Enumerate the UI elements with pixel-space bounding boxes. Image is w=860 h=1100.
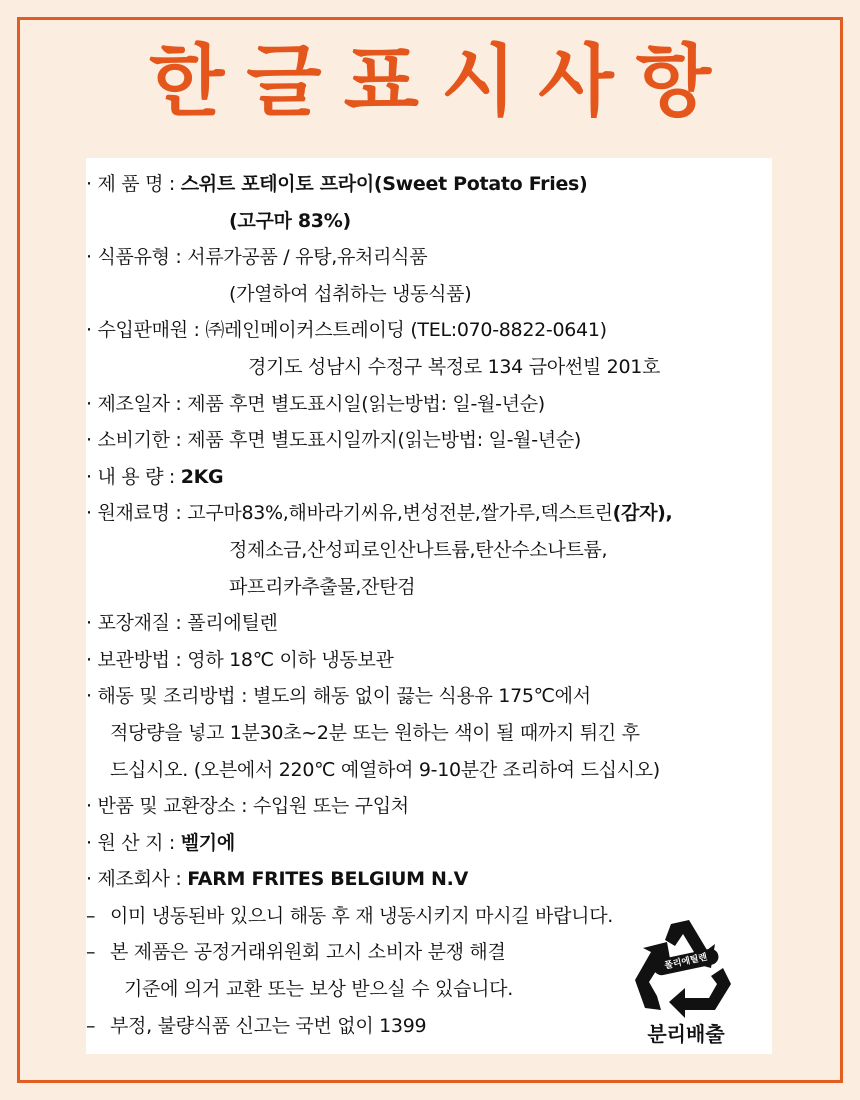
importer-row-2 — [86, 349, 772, 386]
food-type-value: 서류가공품 / 유탕,유처리식품 — [187, 246, 428, 269]
ingredients-row — [86, 495, 772, 532]
packaging-label: · 포장재질 : — [86, 612, 182, 635]
manufacture-date-row — [86, 386, 772, 423]
product-name-value-2: (고구마 83%) — [229, 209, 351, 232]
note-text-3: 부정, 불량식품 신고는 국번 없이 1399 — [110, 1014, 427, 1037]
ingredients-row-2 — [86, 532, 772, 569]
expiry-date-row — [86, 422, 772, 459]
recycle-mark — [631, 910, 741, 1050]
storage-value: 영하 18℃ 이하 냉동보관 — [187, 648, 394, 671]
expiry-date-label: · 소비기한 : — [86, 429, 182, 452]
product-name-row-2 — [86, 203, 772, 240]
importer-label: · 수입판매원 : — [86, 319, 200, 342]
product-name-label: · 제 품 명 : — [86, 173, 175, 195]
exchange-row — [86, 788, 772, 825]
origin-label: · 원 산 지 : — [86, 831, 175, 854]
cooking-row-3 — [86, 752, 772, 789]
food-type-value-2: (가열하여 섭취하는 냉동식품) — [229, 282, 472, 305]
importer-address: 경기도 성남시 수정구 복정로 134 금아썬빌 201호 — [248, 355, 661, 378]
page-title: 한글표시사항 — [148, 37, 734, 127]
cooking-row — [86, 678, 772, 715]
cooking-value-3: 드십시오. (오븐에서 220℃ 예열하여 9-10분간 조리하여 드십시오) — [110, 758, 660, 781]
manufacture-date-label: · 제조일자 : — [86, 392, 182, 415]
manufacturer-row — [86, 861, 772, 898]
origin-value: 벨기에 — [180, 831, 235, 854]
net-content-value: 2KG — [180, 465, 224, 488]
manufacturer-value: FARM FRITES BELGIUM N.V — [187, 868, 468, 891]
cooking-value: 별도의 해동 없이 끓는 식용유 175℃에서 — [252, 685, 591, 708]
note-dash: – — [86, 904, 96, 927]
ingredients-value-3: 파프리카추출물,잔탄검 — [229, 575, 416, 598]
storage-row — [86, 642, 772, 679]
food-type-row-2 — [86, 276, 772, 313]
storage-label: · 보관방법 : — [86, 648, 182, 671]
cooking-label: · 해동 및 조리방법 : — [86, 685, 248, 708]
packaging-row — [86, 605, 772, 642]
ingredients-label: · 원재료명 : — [86, 502, 182, 525]
ingredients-value: 고구마83%,해바라기씨유,변성전분,쌀가루,덱스트린 — [187, 502, 613, 525]
food-type-label: · 식품유형 : — [86, 246, 182, 269]
cooking-value-2: 적당량을 넣고 1분30초~2분 또는 원하는 색이 될 때까지 튀긴 후 — [110, 721, 640, 744]
note-text-2: 본 제품은 공정거래위원회 고시 소비자 분쟁 해결 — [110, 941, 506, 964]
packaging-value: 폴리에틸렌 — [187, 612, 278, 635]
note-text-2b: 기준에 의거 교환 또는 보상 받으실 수 있습니다. — [124, 978, 513, 1001]
product-name-row — [86, 166, 772, 203]
food-type-row — [86, 239, 772, 276]
manufacturer-label: · 제조회사 : — [86, 868, 182, 891]
expiry-date-value: 제품 후면 별도표시일까지(읽는방법: 일-월-년순) — [187, 429, 581, 452]
recycle-caption: 분리배출 — [647, 1022, 725, 1046]
exchange-value: 수입원 또는 구입처 — [252, 795, 409, 818]
recycle-material-label: 폴리에틸렌 — [652, 947, 720, 976]
note-dash: – — [86, 1014, 96, 1037]
manufacture-date-value: 제품 후면 별도표시일(읽는방법: 일-월-년순) — [187, 392, 545, 415]
note-dash: – — [86, 941, 96, 964]
importer-row — [86, 312, 772, 349]
ingredients-value-2: 정제소금,산성피로인산나트륨,탄산수소나트륨, — [229, 538, 608, 561]
product-name-value: 스위트 포테이토 프라이(Sweet Potato Fries) — [180, 173, 588, 195]
cooking-row-2 — [86, 715, 772, 752]
origin-row — [86, 825, 772, 862]
nutrition-label-card — [86, 158, 772, 1054]
net-content-label: · 내 용 량 : — [86, 465, 175, 488]
note-text-1: 이미 냉동된바 있으니 해동 후 재 냉동시키지 마시길 바랍니다. — [110, 904, 614, 927]
exchange-label: · 반품 및 교환장소 : — [86, 795, 248, 818]
ingredients-allergen: (감자), — [612, 502, 673, 525]
ingredients-row-3 — [86, 569, 772, 606]
importer-value: ㈜레인메이커스트레이딩 (TEL:070-8822-0641) — [205, 319, 607, 342]
net-content-row — [86, 459, 772, 496]
